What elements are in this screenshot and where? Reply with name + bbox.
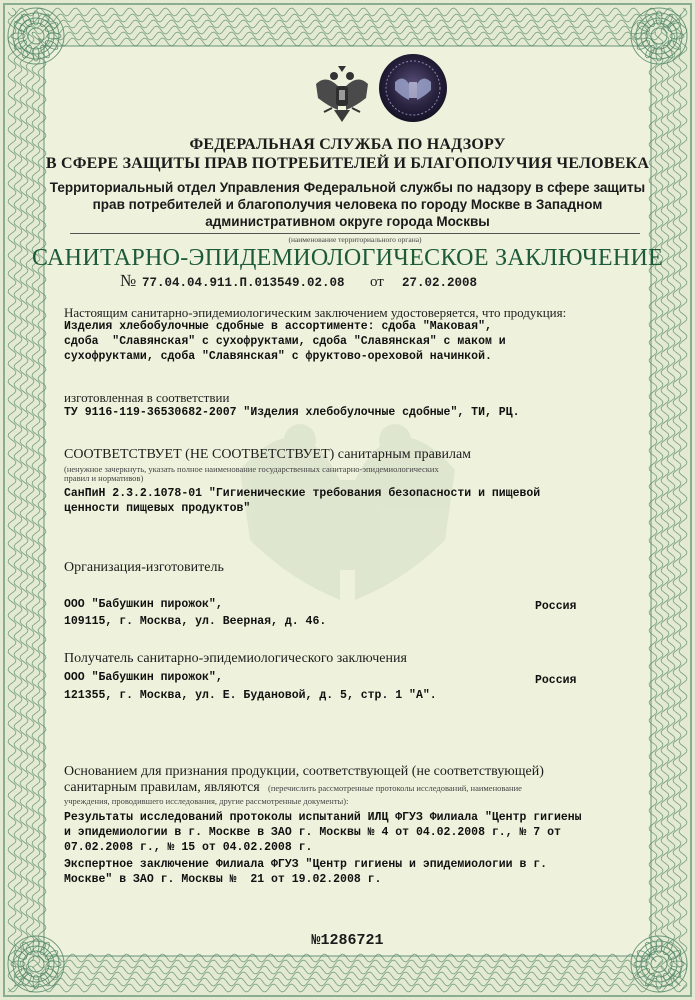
basis-caption-inline: (перечислить рассмотренные протоколы исследований, наименование — [268, 783, 522, 793]
certificate-number: 77.04.04.911.П.013549.02.08 — [142, 276, 345, 290]
conformity-value-2: ценности пищевых продуктов" — [64, 502, 251, 515]
recipient-country: Россия — [535, 674, 577, 687]
product-line-3: сухофруктами, сдоба "Славянская" с фруктово-ореховой начинкой. — [64, 350, 492, 363]
conformity-value-1: СанПиН 2.3.2.1078-01 "Гигиенические требования безопасности и пищевой — [64, 487, 541, 500]
recipient-address: 121355, г. Москва, ул. Е. Будановой, д. 5, стр. 1 "А". — [64, 689, 437, 702]
basis-value-1: Результаты исследований протоколы испытаний ИЛЦ ФГУЗ Филиала "Центр гигиены — [64, 811, 582, 824]
department-line1: Территориальный отдел Управления Федеральной службы по надзору в сфере защиты — [49, 180, 646, 195]
agency-title-line2: В СФЕРЕ ЗАЩИТЫ ПРАВ ПОТРЕБИТЕЛЕЙ И БЛАГОПОЛУЧИЯ ЧЕЛОВЕКА — [45, 155, 650, 172]
manufacturer-name: ООО "Бабушкин пирожок", — [64, 598, 223, 611]
conformity-caption-2: правил и нормативов) — [64, 473, 144, 483]
conformity-label: СООТВЕТСТВУЕТ (НЕ СООТВЕТСТВУЕТ) санитарным правилам — [64, 447, 472, 462]
manufactured-label: изготовленная в соответствии — [64, 390, 230, 405]
document-title: САНИТАРНО-ЭПИДЕМИОЛОГИЧЕСКОЕ ЗАКЛЮЧЕНИЕ — [31, 245, 664, 271]
product-line-1: Изделия хлебобулочные сдобные в ассортименте: сдоба "Маковая", — [64, 320, 492, 333]
product-intro: Настоящим санитарно-эпидемиологическим заключением удостоверяется, что продукция: — [64, 305, 567, 320]
basis-value-4: Экспертное заключение Филиала ФГУЗ "Центр гигиены и эпидемиологии в г. — [64, 858, 548, 871]
hologram-seal-icon — [377, 52, 449, 124]
basis-value-2: и эпидемиологии в г. Москве в ЗАО г. Москвы № 4 от 04.02.2008 г., № 7 от — [64, 826, 561, 839]
recipient-name: ООО "Бабушкин пирожок", — [64, 671, 223, 684]
manufacturer-country: Россия — [535, 600, 577, 613]
basis-label-2: санитарным правилам, являются — [64, 780, 260, 795]
manufacturer-label: Организация-изготовитель — [64, 560, 224, 575]
recipient-label: Получатель санитарно-эпидемиологического заключения — [64, 651, 407, 666]
department-underline — [70, 233, 640, 234]
manufacturer-address: 109115, г. Москва, ул. Веерная, д. 46. — [64, 615, 327, 628]
manufactured-value: ТУ 9116-119-36530682-2007 "Изделия хлебобулочные сдобные", ТИ, РЦ. — [64, 406, 520, 419]
basis-value-3: 07.02.2008 г., № 15 от 04.02.2008 г. — [64, 841, 313, 854]
conformity-caption-1: (ненужное зачеркнуть, указать полное наименование государственных санитарно-эпидемиологических — [64, 464, 439, 474]
certificate-date: 27.02.2008 — [402, 276, 478, 290]
department-line3: административном округе города Москвы — [205, 214, 490, 229]
date-prefix: от — [370, 274, 384, 290]
number-prefix: № — [120, 271, 137, 290]
product-line-2: сдоба "Славянская" с сухофруктами, сдоба "Славянская" с маком и — [64, 335, 506, 348]
double-headed-eagle-emblem — [312, 64, 372, 126]
agency-title-line1: ФЕДЕРАЛЬНАЯ СЛУЖБА ПО НАДЗОРУ — [189, 136, 506, 153]
basis-label-1: Основанием для признания продукции, соответствующей (не соответствующей) — [64, 764, 544, 779]
department-caption: (наименование территориального органа) — [288, 235, 422, 244]
basis-caption-2: учреждения, проводившего исследования, другие рассмотренные документы): — [64, 796, 349, 806]
basis-value-5: Москве" в ЗАО г. Москвы № 21 от 19.02.2008 г. — [64, 873, 382, 886]
serial-number: №1286721 — [311, 932, 384, 949]
department-line2: прав потребителей и благополучия человека по городу Москве в Западном — [92, 197, 603, 212]
